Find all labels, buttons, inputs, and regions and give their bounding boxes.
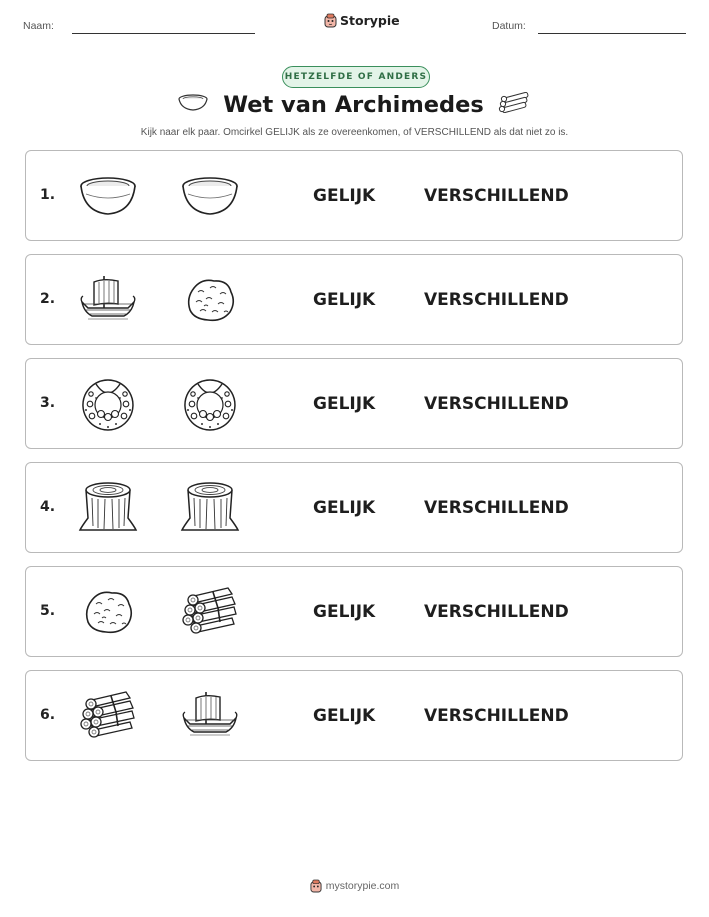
bowl-icon <box>78 168 138 224</box>
pair-row-4 <box>25 462 683 553</box>
instructions: Kijk naar elk paar. Omcirkel GELIJK als ze overeenkomen, of VERSCHILLEND als dat niet zo is. <box>140 127 569 138</box>
pair-row-2 <box>25 254 683 345</box>
row-number: 3. <box>40 395 56 411</box>
row-number: 5. <box>40 603 56 619</box>
tree-stump-icon <box>78 480 138 536</box>
rock-icon <box>180 272 240 328</box>
necklace-icon <box>78 376 138 432</box>
bowl-icon <box>180 168 240 224</box>
ship-icon <box>180 688 240 744</box>
page-title: Wet van Archimedes <box>223 92 484 118</box>
row-number: 6. <box>40 707 56 723</box>
same-option[interactable]: GELIJK <box>313 290 376 310</box>
footer-url[interactable]: mystorypie.com <box>325 880 400 892</box>
same-option[interactable]: GELIJK <box>313 394 376 414</box>
ship-icon <box>78 272 138 328</box>
pair-row-6 <box>25 670 683 761</box>
different-option[interactable]: VERSCHILLEND <box>424 602 569 622</box>
different-option[interactable]: VERSCHILLEND <box>424 498 569 518</box>
mascot-icon <box>310 879 322 893</box>
name-label: Naam: <box>23 20 54 32</box>
bowl-icon <box>177 93 209 117</box>
brand-logo <box>324 13 400 28</box>
same-option[interactable]: GELIJK <box>313 498 376 518</box>
brand-name: Storypie <box>340 13 400 28</box>
footer <box>0 879 709 893</box>
pair-row-5 <box>25 566 683 657</box>
different-option[interactable]: VERSCHILLEND <box>424 290 569 310</box>
tree-stump-icon <box>180 480 240 536</box>
different-option[interactable]: VERSCHILLEND <box>424 394 569 414</box>
row-number: 2. <box>40 291 56 307</box>
same-option[interactable]: GELIJK <box>313 602 376 622</box>
date-line[interactable] <box>538 33 686 34</box>
date-label: Datum: <box>492 20 526 32</box>
different-option[interactable]: VERSCHILLEND <box>424 706 569 726</box>
log-bundle-icon <box>498 92 532 118</box>
different-option[interactable]: VERSCHILLEND <box>424 186 569 206</box>
same-option[interactable]: GELIJK <box>313 706 376 726</box>
name-line[interactable] <box>72 33 255 34</box>
rock-icon <box>78 584 138 640</box>
same-option[interactable]: GELIJK <box>313 186 376 206</box>
necklace-icon <box>180 376 240 432</box>
log-bundle-icon <box>180 584 240 640</box>
pair-row-1 <box>25 150 683 241</box>
row-number: 4. <box>40 499 56 515</box>
row-number: 1. <box>40 187 56 203</box>
activity-badge: HETZELFDE OF ANDERS <box>282 66 430 88</box>
log-bundle-icon <box>78 688 138 744</box>
pair-row-3 <box>25 358 683 449</box>
title-row <box>0 92 709 118</box>
mascot-icon <box>324 13 337 28</box>
